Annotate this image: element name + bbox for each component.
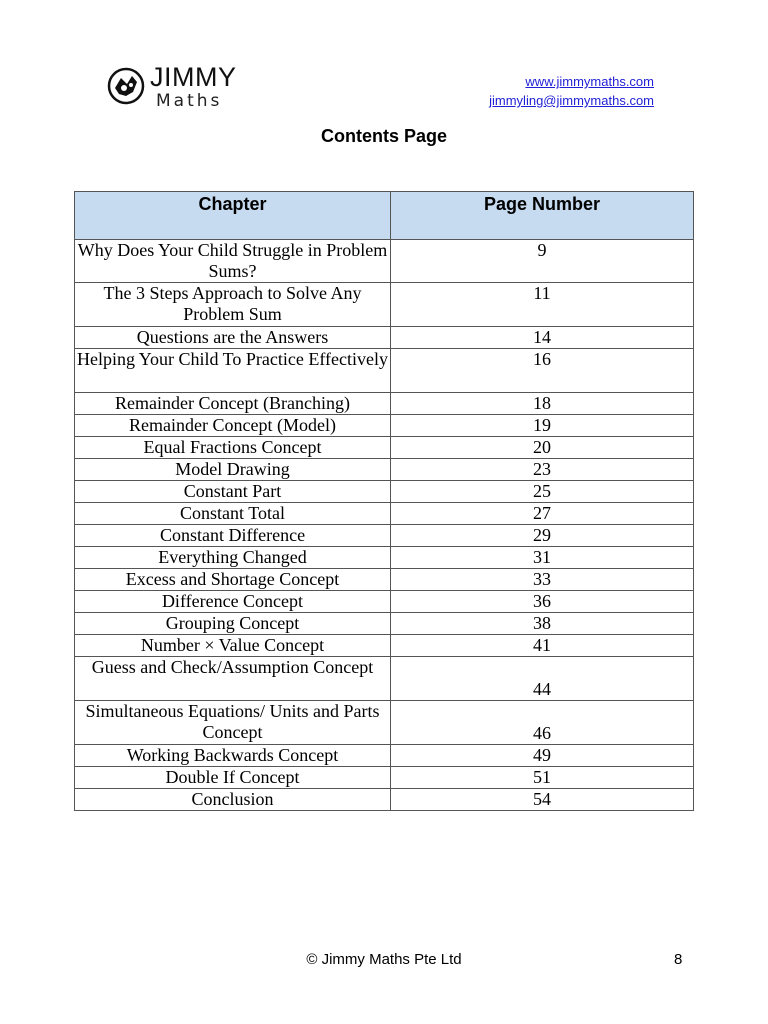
table-row — [75, 569, 694, 591]
contact-block — [489, 72, 654, 110]
table-row — [75, 327, 694, 349]
page-title: Contents Page — [320, 126, 448, 146]
table-row — [75, 767, 694, 789]
table-row — [75, 503, 694, 525]
table-row — [75, 525, 694, 547]
page-number-cell: 31 — [391, 547, 694, 569]
chapter-cell: Grouping Concept — [75, 613, 391, 635]
email-link[interactable]: jimmyling@jimmymaths.com — [489, 93, 654, 108]
table-row — [75, 701, 694, 745]
table-row — [75, 415, 694, 437]
page-number-cell: 23 — [391, 459, 694, 481]
page-number-cell: 49 — [391, 745, 694, 767]
page-number-cell: 46 — [391, 701, 694, 745]
chapter-column-header: Chapter — [75, 192, 391, 240]
table-row — [75, 635, 694, 657]
chapter-cell: Helping Your Child To Practice Effectively — [75, 349, 391, 393]
chapter-cell: Conclusion — [75, 789, 391, 811]
website-link[interactable]: www.jimmymaths.com — [525, 74, 654, 89]
table-row — [75, 613, 694, 635]
chapter-cell: Model Drawing — [75, 459, 391, 481]
page-number-cell: 33 — [391, 569, 694, 591]
logo-subtitle: Maths — [156, 91, 223, 111]
chapter-cell: Questions are the Answers — [75, 327, 391, 349]
contents-table-body — [75, 240, 694, 811]
table-header-row — [75, 192, 694, 240]
jimmy-maths-logo — [106, 64, 266, 114]
table-row — [75, 437, 694, 459]
chapter-cell: Working Backwards Concept — [75, 745, 391, 767]
chapter-cell: The 3 Steps Approach to Solve Any Problem Sum — [75, 283, 391, 327]
chapter-cell: Guess and Check/Assumption Concept — [75, 657, 391, 701]
table-row — [75, 393, 694, 415]
table-row — [75, 547, 694, 569]
footer-page-number: 8 — [674, 951, 683, 968]
table-row — [75, 349, 694, 393]
table-row — [75, 459, 694, 481]
chapter-cell: Constant Total — [75, 503, 391, 525]
chapter-cell: Everything Changed — [75, 547, 391, 569]
chapter-cell: Double If Concept — [75, 767, 391, 789]
page-number-cell: 14 — [391, 327, 694, 349]
chapter-cell: Constant Difference — [75, 525, 391, 547]
page-number-cell: 44 — [391, 657, 694, 701]
chapter-cell: Difference Concept — [75, 591, 391, 613]
logo-name: JIMMY — [150, 62, 237, 92]
chapter-cell: Constant Part — [75, 481, 391, 503]
table-row — [75, 591, 694, 613]
page-number-cell: 20 — [391, 437, 694, 459]
chapter-cell: Number × Value Concept — [75, 635, 391, 657]
page-number-cell: 51 — [391, 767, 694, 789]
chapter-cell: Excess and Shortage Concept — [75, 569, 391, 591]
page-number-cell: 36 — [391, 591, 694, 613]
table-row — [75, 240, 694, 283]
page-number-cell: 38 — [391, 613, 694, 635]
page-number-cell: 11 — [391, 283, 694, 327]
table-row — [75, 481, 694, 503]
page-number-column-header: Page Number — [391, 192, 694, 240]
page-number-cell: 9 — [391, 240, 694, 283]
chapter-cell: Why Does Your Child Struggle in Problem Sums? — [75, 240, 391, 283]
page-number-cell: 54 — [391, 789, 694, 811]
contents-table — [74, 191, 694, 811]
page-number-cell: 27 — [391, 503, 694, 525]
table-row — [75, 657, 694, 701]
page-number-cell: 18 — [391, 393, 694, 415]
table-row — [75, 745, 694, 767]
logo-emblem-icon — [106, 66, 146, 106]
page-number-cell: 19 — [391, 415, 694, 437]
page-number-cell: 29 — [391, 525, 694, 547]
page-number-cell: 25 — [391, 481, 694, 503]
page-number-cell: 41 — [391, 635, 694, 657]
chapter-cell: Remainder Concept (Branching) — [75, 393, 391, 415]
chapter-cell: Equal Fractions Concept — [75, 437, 391, 459]
page-number-cell: 16 — [391, 349, 694, 393]
chapter-cell: Remainder Concept (Model) — [75, 415, 391, 437]
chapter-cell: Simultaneous Equations/ Units and Parts Concept — [75, 701, 391, 745]
table-row — [75, 283, 694, 327]
table-row — [75, 789, 694, 811]
footer-copyright: © Jimmy Maths Pte Ltd — [306, 951, 462, 968]
